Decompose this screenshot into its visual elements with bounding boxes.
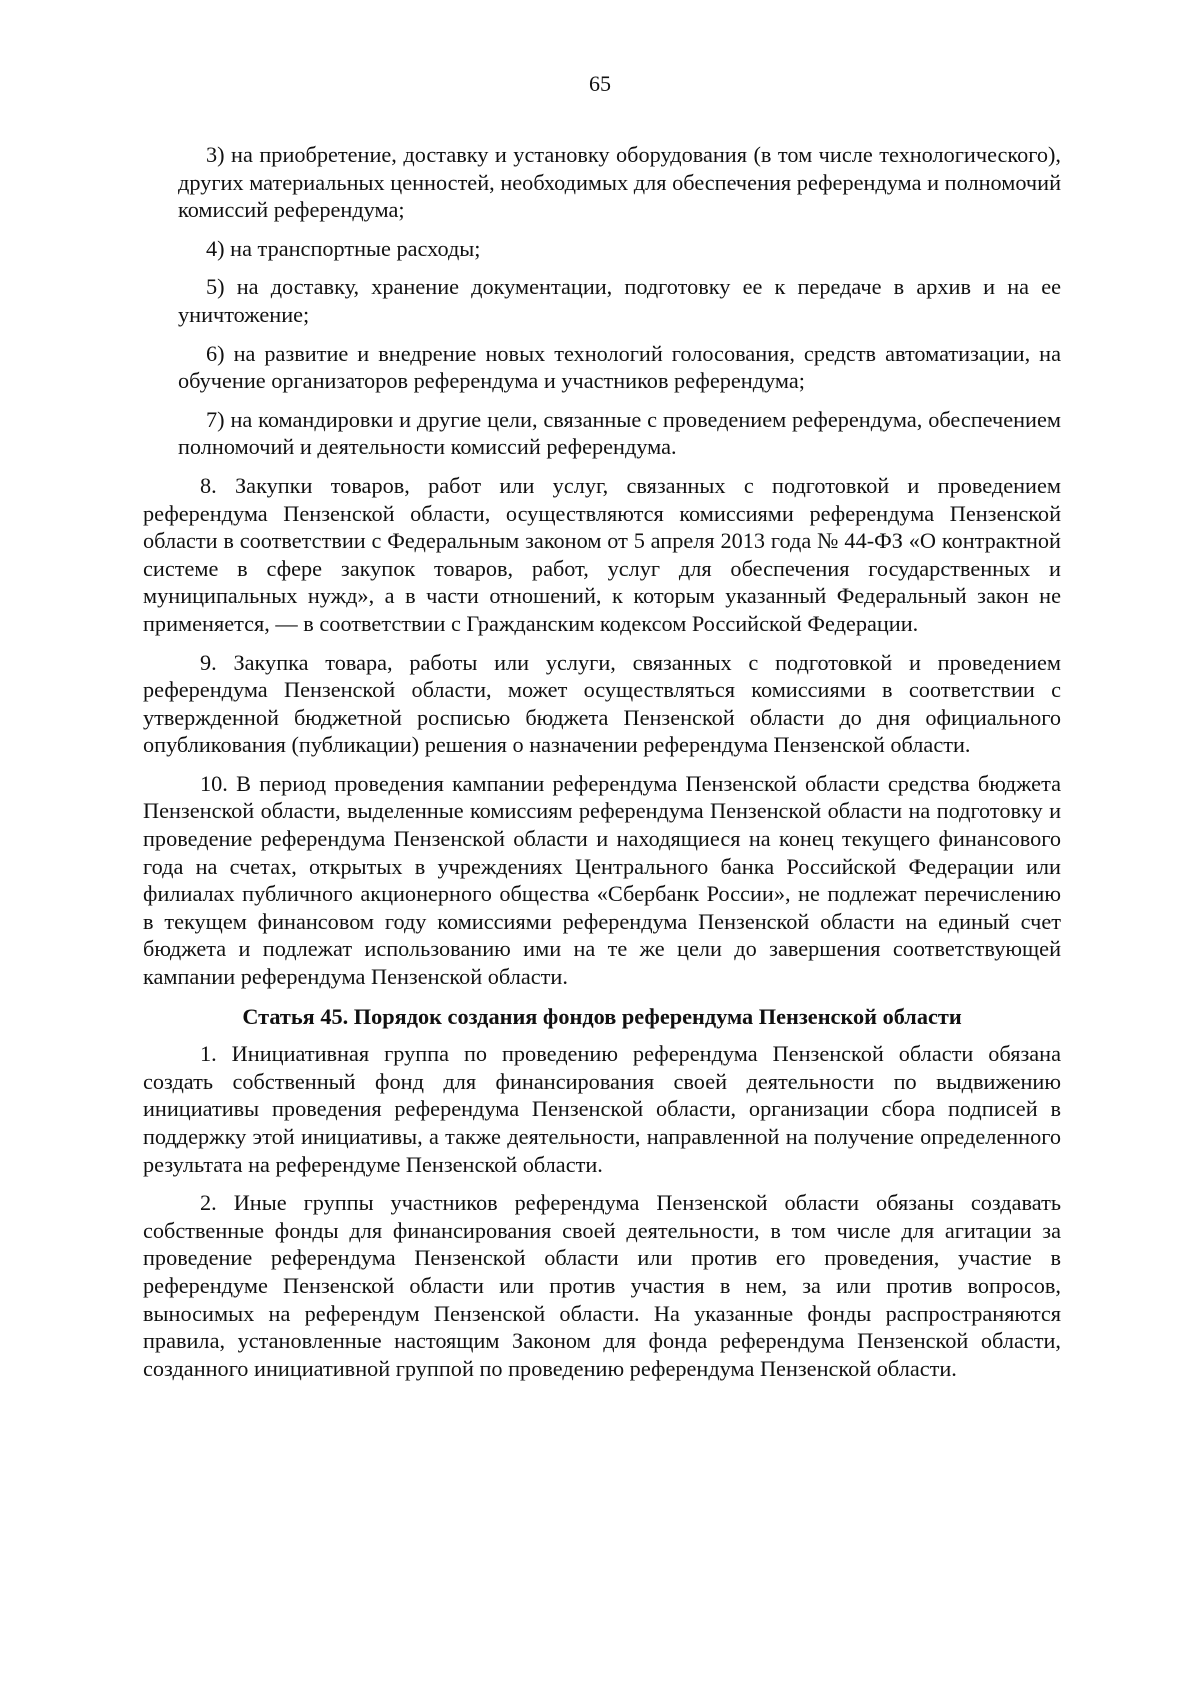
article-paragraph-1: 1. Инициативная группа по проведению референдума Пензенской области обязана создать собственный фонд для финансирования своей деятельности по выдвижению инициативы проведения референдума Пензенской области, организации сбора подписей в поддержку этой инициативы, а также деятельности, направленной на получение определенного результата на референдуме Пензенской области. bbox=[143, 1041, 1061, 1177]
paragraph-9: 9. Закупка товара, работы или услуги, связанных с подготовкой и проведением референдума Пензенской области, может осуществляться комиссиями в соответствии с утвержденной бюджетной росписью бюджета Пензенской области до дня официального опубликования (публикации) решения о назначении референдума Пензенской области. bbox=[143, 649, 1061, 758]
article-paragraph-2: 2. Иные группы участников референдума Пензенской области обязаны создавать собственные фонды для финансирования своей деятельности, в том числе для агитации за проведение референдума Пензенской области или против его проведения, участие в референдуме Пензенской области или против участия в нем, за или против вопросов, выносимых на референдум Пензенской области. На указанные фонды распространяются правила, установленные настоящим Законом для фонда референдума Пензенской области, созданного инициативной группой по проведению референдума Пензенской области. bbox=[143, 1190, 1061, 1381]
list-item: 3) на приобретение, доставку и установку оборудования (в том числе технологического), других материальных ценностей, необходимых для обеспечения референдума и полномочий комиссий референдума; bbox=[178, 142, 1061, 223]
list-item: 5) на доставку, хранение документации, подготовку ее к передаче в архив и на ее уничтожение; bbox=[178, 274, 1061, 327]
page-number: 65 bbox=[589, 71, 611, 96]
list-item: 7) на командировки и другие цели, связанные с проведением референдума, обеспечением полномочий и деятельности комиссий референдума. bbox=[178, 406, 1061, 460]
paragraph-8: 8. Закупки товаров, работ или услуг, связанных с подготовкой и проведением референдума Пензенской области, осуществляются комиссиями референдума Пензенской области в соответствии с Федеральным законом от 5 апреля 2013 года № 44-ФЗ «О контрактной системе в сфере закупок товаров, работ, услуг для обеспечения государственных и муниципальных нужд», а в части отношений, к которым указанный Федеральный закон не применяется, — в соответствии с Гражданским кодексом Российской Федерации. bbox=[143, 472, 1061, 636]
document-body bbox=[143, 141, 1061, 1393]
list-item: 6) на развитие и внедрение новых технологий голосования, средств автоматизации, на обучение организаторов референдума и участников референдума; bbox=[178, 340, 1061, 394]
list-item: 4) на транспортные расходы; bbox=[206, 235, 481, 261]
article-heading: Статья 45. Порядок создания фондов референдума Пензенской области bbox=[242, 1003, 962, 1029]
paragraph-10: 10. В период проведения кампании референдума Пензенской области средства бюджета Пензенской области, выделенные комиссиям референдума Пензенской области на подготовку и проведение референдума Пензенской области и находящиеся на конец текущего финансового года на счетах, открытых в учреждениях Центрального банка Российской Федерации или филиалах публичного акционерного общества «Сбербанк России», не подлежат перечислению в текущем финансовом году комиссиями референдума Пензенской области на единый счет бюджета и подлежат использованию ими на те же цели до завершения соответствующей кампании референдума Пензенской области. bbox=[143, 770, 1061, 990]
